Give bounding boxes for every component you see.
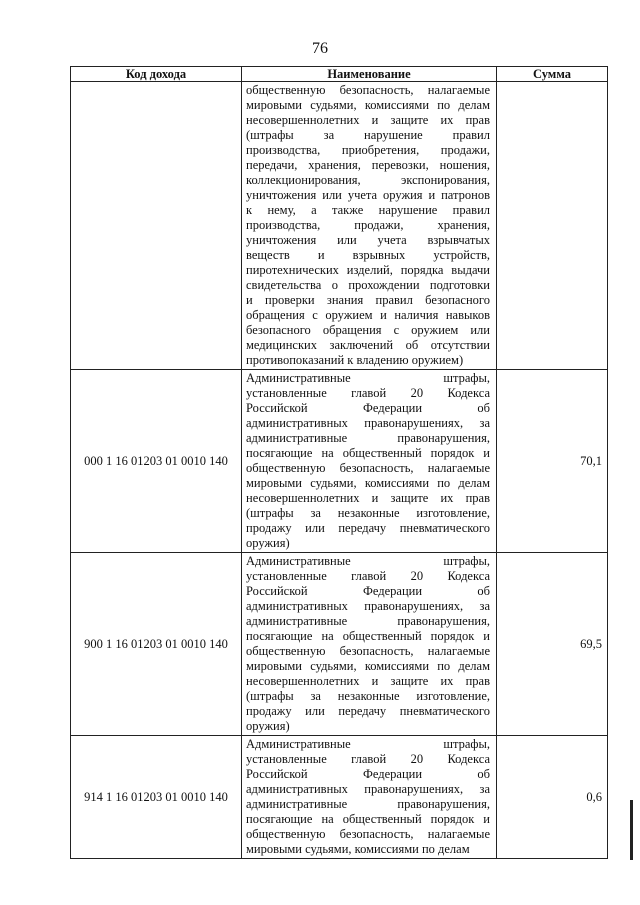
- name-text-line: Административные штрафы,: [246, 371, 490, 385]
- name-text-line: к нему, а также нарушение правил: [246, 203, 490, 217]
- income-name-cell: [242, 736, 497, 859]
- name-text-line: установленные главой 20 Кодекса: [246, 386, 490, 400]
- name-text-line: безопасного обращения с оружием или: [246, 323, 490, 337]
- name-text-line: общественную безопасность, налагаемые: [246, 83, 490, 97]
- scan-edge-mark: [630, 800, 633, 860]
- name-text-line: административных правонарушениях, за: [246, 599, 490, 613]
- name-text-line: производства, продажи, хранения,: [246, 218, 490, 232]
- header-code: Код дохода: [71, 67, 242, 82]
- table-row: [71, 370, 608, 553]
- name-text-line: противопоказаний к владению оружием): [246, 353, 464, 367]
- name-text-line: установленные главой 20 Кодекса: [246, 569, 490, 583]
- name-text-line: Административные штрафы,: [246, 554, 490, 568]
- name-text-line: административных правонарушениях, за: [246, 416, 490, 430]
- table-row: [71, 553, 608, 736]
- name-text-line: административные правонарушения,: [246, 797, 490, 811]
- name-text-line: медицинских заключений об отсутствии: [246, 338, 490, 352]
- name-text-line: мировыми судьями, комиссиями по делам: [246, 842, 470, 856]
- name-text-line: посягающие на общественный порядок и: [246, 629, 490, 643]
- amount-cell: 69,5: [497, 553, 608, 736]
- header-sum: Сумма: [497, 67, 608, 82]
- name-text-line: несовершеннолетних и защите их прав: [246, 113, 490, 127]
- income-code-cell: 000 1 16 01203 01 0010 140: [71, 370, 242, 553]
- name-text-line: и проверки знания правил безопасного: [246, 293, 490, 307]
- income-name-cell: [242, 82, 497, 370]
- name-text-line: оружия): [246, 719, 290, 733]
- table-row: [71, 82, 608, 370]
- name-text-line: свидетельства о прохождении подготовки: [246, 278, 490, 292]
- name-text-line: передачи, хранения, перевозки, ношения,: [246, 158, 490, 172]
- name-text-line: Российской Федерации об: [246, 767, 490, 781]
- name-text-line: административные правонарушения,: [246, 614, 490, 628]
- income-code-cell: [71, 82, 242, 370]
- name-text-line: административные правонарушения,: [246, 431, 490, 445]
- name-text-line: (штрафы за нарушение правил: [246, 128, 490, 142]
- name-text-line: установленные главой 20 Кодекса: [246, 752, 490, 766]
- name-text-line: (штрафы за незаконные изготовление,: [246, 689, 490, 703]
- name-text-line: уничтожения или учета взрывчатых: [246, 233, 490, 247]
- name-text-line: продажу или передачу пневматического: [246, 704, 490, 718]
- name-text-line: производства, приобретения, продажи,: [246, 143, 490, 157]
- income-codes-table: [70, 66, 608, 859]
- name-text-line: (штрафы за незаконные изготовление,: [246, 506, 490, 520]
- name-text-line: мировыми судьями, комиссиями по делам: [246, 98, 490, 112]
- income-code-cell: 900 1 16 01203 01 0010 140: [71, 553, 242, 736]
- name-text-line: обращения с оружием и наличия навыков: [246, 308, 490, 322]
- name-text-line: коллекционирования, экспонирования,: [246, 173, 490, 187]
- table-body: [71, 82, 608, 859]
- name-text-line: несовершеннолетних и защите их прав: [246, 674, 490, 688]
- name-text-line: Российской Федерации об: [246, 584, 490, 598]
- name-text-line: мировыми судьями, комиссиями по делам: [246, 659, 490, 673]
- amount-cell: 0,6: [497, 736, 608, 859]
- name-text-line: мировыми судьями, комиссиями по делам: [246, 476, 490, 490]
- name-text-line: уничтожения или учета оружия и патронов: [246, 188, 490, 202]
- income-name-cell: [242, 370, 497, 553]
- name-text-line: административных правонарушениях, за: [246, 782, 490, 796]
- name-text-line: несовершеннолетних и защите их прав: [246, 491, 490, 505]
- name-text-line: Российской Федерации об: [246, 401, 490, 415]
- name-text-line: посягающие на общественный порядок и: [246, 812, 490, 826]
- table-header-row: [71, 67, 608, 82]
- name-text-line: продажу или передачу пневматического: [246, 521, 490, 535]
- amount-cell: 70,1: [497, 370, 608, 553]
- header-name: Наименование: [242, 67, 497, 82]
- name-text-line: общественную безопасность, налагаемые: [246, 644, 490, 658]
- name-text-line: пиротехнических изделий, порядка выдачи: [246, 263, 490, 277]
- name-text-line: посягающие на общественный порядок и: [246, 446, 490, 460]
- name-text-line: Административные штрафы,: [246, 737, 490, 751]
- income-code-cell: 914 1 16 01203 01 0010 140: [71, 736, 242, 859]
- name-text-line: оружия): [246, 536, 290, 550]
- amount-cell: [497, 82, 608, 370]
- table-row: [71, 736, 608, 859]
- name-text-line: общественную безопасность, налагаемые: [246, 827, 490, 841]
- income-name-cell: [242, 553, 497, 736]
- page-number: 76: [312, 40, 328, 57]
- name-text-line: общественную безопасность, налагаемые: [246, 461, 490, 475]
- name-text-line: веществ и взрывных устройств,: [246, 248, 490, 262]
